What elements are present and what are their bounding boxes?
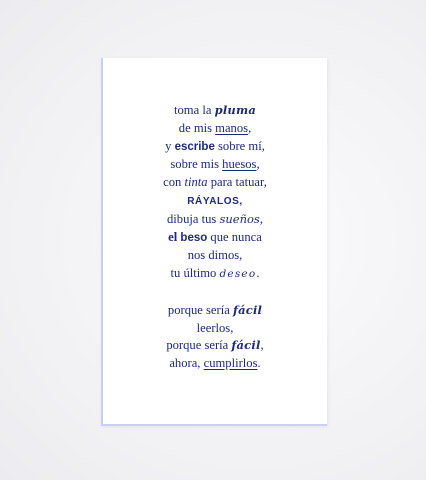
underlined-huesos: huesos: [222, 157, 257, 172]
text: dibuja tus: [167, 211, 220, 226]
poem-line-3: [103, 138, 327, 157]
poem-line-7: [103, 211, 327, 229]
emphasis-facil: fácil: [232, 302, 263, 317]
text: para tatuar,: [207, 175, 267, 190]
text: porque sería: [166, 338, 232, 353]
text: ahora,: [169, 356, 204, 371]
text: el: [168, 229, 181, 244]
text: ,: [256, 157, 260, 172]
poem-line-4: [103, 156, 327, 174]
poem-line-12: [103, 320, 327, 338]
text: sobre mis: [170, 157, 223, 172]
text: y: [165, 138, 175, 153]
text: leerlos,: [196, 320, 234, 335]
poem-line-5: [103, 174, 327, 192]
stanza-break: [103, 284, 327, 302]
poem-line-6: [103, 192, 327, 211]
emphasis-facil-2: fácil: [231, 338, 261, 353]
poem-line-10: [103, 265, 327, 284]
emphasis-beso: beso: [180, 231, 208, 244]
text: con: [163, 175, 185, 190]
text: .: [256, 266, 260, 281]
underlined-cumplirlos: cumplirlos: [203, 356, 258, 371]
poem-line-14: [103, 355, 327, 373]
emphasis-suenos: sueños: [219, 211, 260, 226]
underlined-manos: manos: [215, 120, 249, 135]
poem-line-9: [103, 247, 327, 265]
poem-line-8: [103, 229, 327, 248]
text: .: [257, 356, 261, 371]
text: ,: [248, 120, 252, 135]
text: ,: [260, 338, 264, 353]
emphasis-escribe: escribe: [174, 140, 215, 153]
emphasis-tinta: tinta: [184, 175, 208, 190]
emphasis-rayalos: RÁYALOS,: [187, 195, 243, 207]
text: toma la: [174, 103, 215, 117]
text: porque sería: [167, 302, 233, 317]
text: que nunca: [207, 229, 262, 244]
text: sobre mí,: [214, 138, 265, 153]
poem-text: [103, 102, 327, 373]
text: tu último: [170, 266, 220, 281]
text: ,: [259, 211, 263, 226]
poem-card: [101, 58, 327, 426]
text: nos dimos,: [187, 248, 243, 263]
poem-line-13: [103, 337, 327, 355]
poem-line-1: [103, 102, 327, 120]
emphasis-deseo: deseo: [219, 268, 257, 281]
poem-line-2: [103, 120, 327, 138]
emphasis-pluma: pluma: [214, 103, 256, 117]
poem-line-11: [103, 302, 327, 320]
text: de mis: [178, 120, 216, 135]
